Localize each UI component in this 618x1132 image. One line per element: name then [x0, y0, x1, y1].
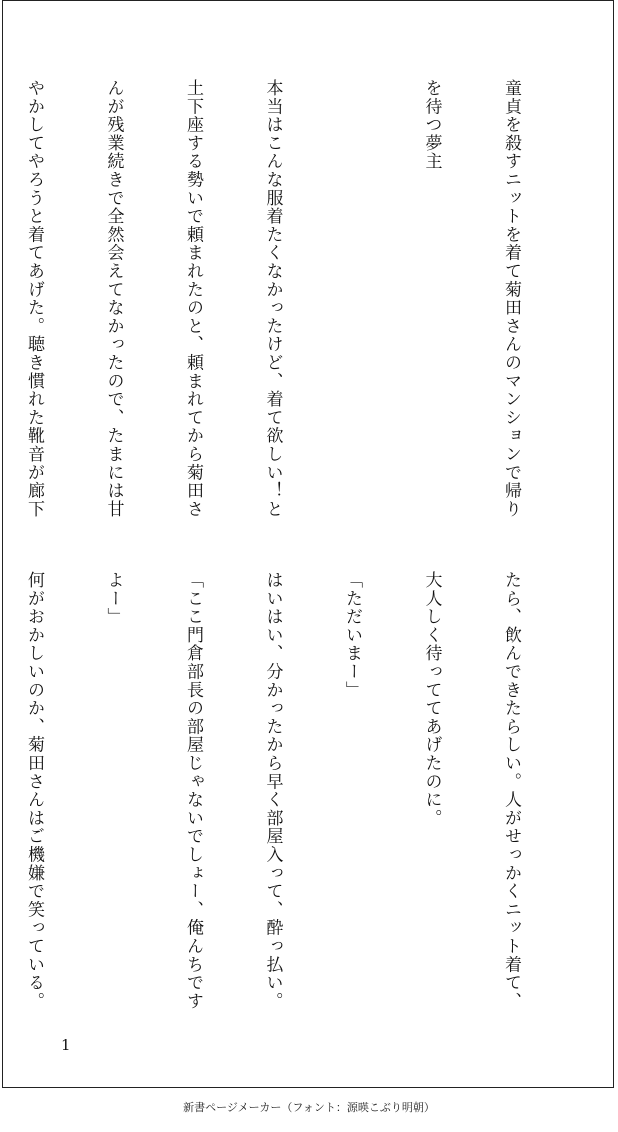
text-block-bottom — [2, 571, 577, 1011]
text-line: 本当はこんな服着たくなかったけど、着て欲しい！と — [262, 79, 283, 519]
text-line: たら、飲んできたらしい。人がせっかくニット着て、 — [501, 571, 521, 1011]
text-line: 「ただいまー」 — [342, 571, 362, 700]
text-line: やかしてやろうと着てあげた。聴き慣れた靴音が廊下 — [24, 79, 44, 519]
text-line: を待つ夢主 — [421, 79, 442, 171]
text-line: 童貞を殺すニットを着て菊田さんのマンションで帰り — [501, 79, 521, 519]
footer-credit: 新書ページメーカー（フォント：源暎こぶり明朝） — [183, 1101, 435, 1114]
text-block-top — [2, 79, 577, 519]
book-page — [2, 0, 614, 1088]
page-number: 1 — [61, 1036, 71, 1054]
text-line: んが残業続きで全然会えてなかったので、たまには甘 — [103, 79, 124, 519]
text-line: 何がおかしいのか、菊田さんはご機嫌で笑っている。 — [24, 571, 44, 1011]
text-line: よー」 — [103, 571, 124, 626]
text-line: はいはい、分かったから早く部屋入って、酔っ払い。 — [262, 571, 283, 1011]
text-line — [339, 79, 366, 519]
text-line: 土下座する勢いで頼まれたのと、頼まれてから菊田さ — [183, 79, 203, 519]
text-line: 「ここ門倉部長の部屋じゃないでしょー、俺んちです — [183, 571, 203, 1011]
text-line: 大人しく待っててあげたのに。 — [421, 571, 442, 828]
